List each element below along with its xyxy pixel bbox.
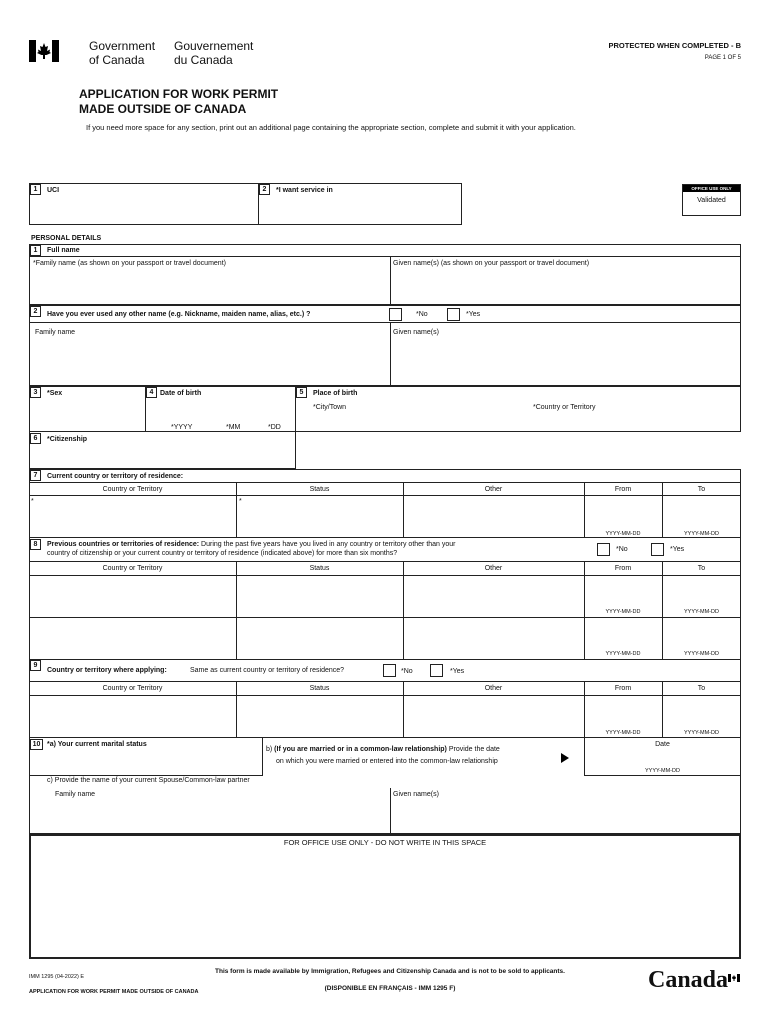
q-number: 1 <box>30 245 41 256</box>
previous-country-select[interactable] <box>32 620 233 656</box>
uci-label: UCI <box>47 187 60 194</box>
dob-dd-label: *DD <box>268 424 281 431</box>
spouse-given-name-input[interactable] <box>393 801 737 831</box>
previous-status-select[interactable] <box>239 620 400 656</box>
col-other: Other <box>484 685 503 692</box>
office-use-label: FOR OFFICE USE ONLY - DO NOT WRITE IN THIS SPACE <box>283 838 487 847</box>
other-given-name-input[interactable] <box>393 340 737 382</box>
same-as-current-question: Same as current country or territory of residence? <box>190 667 345 674</box>
required-mark: * <box>239 498 242 505</box>
col-to: To <box>697 486 706 493</box>
col-other: Other <box>484 565 503 572</box>
date-format: YYYY-MM-DD <box>684 651 719 657</box>
q-number: 5 <box>296 387 307 398</box>
col-other: Other <box>484 486 503 493</box>
arrow-right-icon <box>561 753 569 763</box>
q-number: 6 <box>30 433 41 444</box>
q-number: 9 <box>30 660 41 671</box>
current-from-date[interactable] <box>587 498 659 528</box>
validated-label: Validated <box>697 197 726 204</box>
q-number: 3 <box>30 387 41 398</box>
sex-select[interactable] <box>32 400 142 429</box>
previous-residence-yes-checkbox[interactable] <box>651 543 664 556</box>
citizenship-label: *Citizenship <box>47 436 88 443</box>
current-residence-label: Current country or territory of residence: <box>47 473 184 480</box>
gov-name-en: Government of Canada <box>89 39 156 67</box>
no-label: *No <box>616 546 628 553</box>
date-format: YYYY-MM-DD <box>645 768 680 774</box>
no-label: *No <box>416 311 428 318</box>
canada-flag-logo <box>29 40 59 62</box>
previous-country-select[interactable] <box>32 578 233 614</box>
gov-name-fr: Gouvernement du Canada <box>174 39 254 67</box>
citizenship-select[interactable] <box>32 447 292 467</box>
col-to: To <box>697 565 706 572</box>
birth-country-select[interactable] <box>530 413 737 430</box>
form-code: IMM 1295 (04-2022) E <box>29 974 85 980</box>
pob-label: Place of birth <box>313 390 358 397</box>
col-from: From <box>614 685 632 692</box>
yes-label: *Yes <box>466 311 481 318</box>
col-country: Country or Territory <box>102 685 163 692</box>
col-status: Status <box>309 486 330 493</box>
applying-status-select[interactable] <box>239 698 400 734</box>
q-number: 10 <box>30 739 43 750</box>
date-format: YYYY-MM-DD <box>605 531 641 537</box>
flag-icon <box>29 40 59 62</box>
spouse-name-question: c) Provide the name of your current Spouse/Common-law partner <box>47 777 250 784</box>
current-other-input[interactable] <box>406 498 581 534</box>
required-mark: * <box>31 498 34 505</box>
page-title: APPLICATION FOR WORK PERMIT MADE OUTSIDE OF CANADA <box>79 87 279 116</box>
q-number: 2 <box>30 306 41 317</box>
date-format: YYYY-MM-DD <box>605 651 641 657</box>
date-label: Date <box>655 741 670 748</box>
q-number: 2 <box>259 184 270 195</box>
other-name-yes-checkbox[interactable] <box>447 308 460 321</box>
full-name-label: Full name <box>47 247 80 254</box>
canada-wordmark: Canada <box>648 967 729 993</box>
col-country: Country or Territory <box>102 486 163 493</box>
family-name-label: *Family name (as shown on your passport or travel document) <box>33 260 226 267</box>
date-format: YYYY-MM-DD <box>684 531 719 537</box>
no-label: *No <box>401 668 413 675</box>
current-to-date[interactable] <box>665 498 738 528</box>
marital-status-select[interactable] <box>32 752 258 772</box>
applying-country-label: Country or territory where applying: <box>47 667 167 674</box>
service-label: *I want service in <box>276 187 333 194</box>
q-number: 1 <box>30 184 41 195</box>
spouse-family-name-input[interactable] <box>32 801 387 831</box>
dob-mm-label: *MM <box>226 424 241 431</box>
office-use-area <box>29 834 741 959</box>
date-format: YYYY-MM-DD <box>684 730 719 736</box>
family-name-label: Family name <box>35 329 76 336</box>
current-country-select[interactable] <box>32 498 233 534</box>
previous-other-input[interactable] <box>406 578 581 614</box>
office-use-only-tag: OFFICE USE ONLY <box>683 185 740 192</box>
other-name-question: Have you ever used any other name (e.g. Nickname, maiden name, alias, etc.) ? <box>47 311 311 318</box>
q-number: 4 <box>146 387 157 398</box>
same-country-no-checkbox[interactable] <box>383 664 396 677</box>
previous-residence-question: Previous countries or territories of residence: During the past five years have you lived in any country or territory other than your <box>47 541 456 548</box>
previous-residence-question-line2: country of citizenship or your current country or territory of residence (indicated above) for more than six months? <box>47 550 398 557</box>
family-name-label: Family name <box>55 791 96 798</box>
page-number: PAGE 1 OF 5 <box>704 55 741 61</box>
marriage-date-input[interactable] <box>590 750 736 766</box>
city-label: *City/Town <box>313 404 347 411</box>
footer-notice: This form is made available by Immigration, Refugees and Citizenship Canada and is not to be sold to applicants. <box>215 968 565 975</box>
given-name-label: Given name(s) <box>393 791 439 798</box>
q-number: 8 <box>30 539 41 550</box>
dob-yyyy-label: *YYYY <box>171 424 193 431</box>
dob-label: Date of birth <box>160 390 202 397</box>
protected-label: PROTECTED WHEN COMPLETED - B <box>608 41 741 50</box>
col-from: From <box>614 565 632 572</box>
yes-label: *Yes <box>670 546 685 553</box>
date-format: YYYY-MM-DD <box>684 609 719 615</box>
french-availability: (DISPONIBLE EN FRANÇAIS - IMM 1295 F) <box>324 985 456 992</box>
given-name-label: Given name(s) <box>393 329 439 336</box>
section-heading: PERSONAL DETAILS <box>31 235 102 242</box>
applying-other-input[interactable] <box>406 698 581 734</box>
other-name-no-checkbox[interactable] <box>389 308 402 321</box>
col-status: Status <box>309 565 330 572</box>
previous-status-select[interactable] <box>239 578 400 614</box>
country-label: *Country or Territory <box>533 404 596 411</box>
same-country-yes-checkbox[interactable] <box>430 664 443 677</box>
uci-input[interactable] <box>32 198 254 222</box>
previous-other-input[interactable] <box>406 620 581 656</box>
form-title: APPLICATION FOR WORK PERMIT MADE OUTSIDE OF CANADA <box>29 989 199 995</box>
col-country: Country or Territory <box>102 565 163 572</box>
wordmark-flag-icon <box>728 969 740 987</box>
birth-city-input[interactable] <box>310 413 525 430</box>
yes-label: *Yes <box>450 668 465 675</box>
sex-label: *Sex <box>47 390 63 397</box>
given-name-label: Given name(s) (as shown on your passport or travel document) <box>393 260 590 267</box>
instructions: If you need more space for any section, print out an additional page containing the appropriate section, complete and submit it with your application. <box>86 123 576 132</box>
col-from: From <box>614 486 632 493</box>
col-status: Status <box>309 685 330 692</box>
applying-country-select[interactable] <box>32 698 233 734</box>
date-format: YYYY-MM-DD <box>605 730 641 736</box>
dob-input[interactable] <box>150 402 291 422</box>
marital-status-label: *a) Your current marital status <box>47 741 147 748</box>
q-number: 7 <box>30 470 41 481</box>
date-format: YYYY-MM-DD <box>605 609 641 615</box>
col-to: To <box>697 685 706 692</box>
service-language-select[interactable] <box>262 198 458 222</box>
marriage-date-question: b) (If you are married or in a common-law relationship) Provide the date <box>266 746 500 753</box>
current-status-select[interactable] <box>239 498 400 534</box>
given-name-input[interactable] <box>393 270 737 302</box>
family-name-input[interactable] <box>32 270 387 302</box>
other-family-name-input[interactable] <box>32 340 387 382</box>
marriage-date-question-line2: on which you were married or entered into the common-law relationship <box>276 758 498 765</box>
previous-residence-no-checkbox[interactable] <box>597 543 610 556</box>
